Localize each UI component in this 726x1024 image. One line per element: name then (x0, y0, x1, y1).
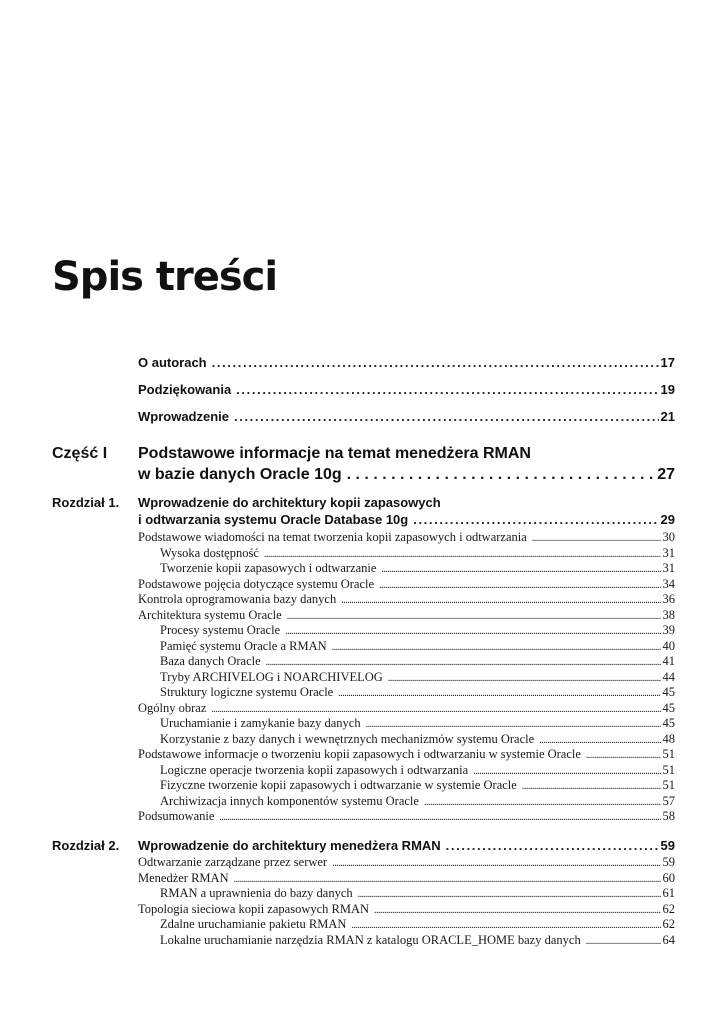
toc-entry-page: 41 (662, 654, 675, 668)
toc-entry-title: Menedżer RMAN (138, 870, 229, 885)
toc-subentry[interactable] (160, 623, 675, 638)
toc-entry-title: Baza danych Oracle (160, 654, 261, 668)
toc-entry-title: Architektura systemu Oracle (138, 607, 282, 622)
dot-leader (413, 512, 658, 527)
toc-entry-page: 17 (660, 355, 675, 370)
dot-leader (212, 355, 659, 370)
toc-entry-title: Wysoka dostępność (160, 545, 259, 560)
toc-entry-wprowadzenie[interactable] (138, 409, 675, 424)
toc-subentry[interactable] (160, 886, 675, 901)
toc-entry-title: Fizyczne tworzenie kopii zapasowych i odtwarzanie w systemie Oracle (160, 778, 517, 792)
chapter-1-label: Rozdział 1. (52, 495, 120, 510)
toc-entry[interactable] (138, 747, 675, 762)
toc-entry-page: 19 (660, 382, 675, 397)
part-label: Część I (52, 445, 108, 462)
dot-leader (424, 797, 661, 808)
toc-entry-page: 62 (662, 901, 675, 916)
chapter-page: 59 (660, 838, 675, 853)
dot-leader (522, 781, 661, 792)
toc-subentry[interactable] (160, 917, 675, 932)
toc-entry-title: Odtwarzanie zarządzane przez serwer (138, 855, 328, 869)
toc-entry[interactable] (138, 530, 675, 545)
chapter-title-text: Wprowadzenie do architektury menedżera RMAN (138, 838, 441, 853)
toc-entry-title: Struktury logiczne systemu Oracle (160, 685, 334, 699)
toc-entry-podziekowania[interactable] (138, 382, 675, 397)
toc-entry-page: 61 (662, 886, 675, 900)
toc-entry-page: 30 (662, 530, 675, 544)
toc-entry[interactable] (138, 577, 675, 592)
toc-entry-title: O autorach (138, 355, 207, 370)
toc-subentry[interactable] (160, 685, 675, 700)
toc-entry-page: 31 (662, 561, 675, 575)
toc-entry-title: Tryby ARCHIVELOG i NOARCHIVELOG (160, 669, 383, 684)
chapter-2-label: Rozdział 2. (52, 838, 120, 853)
chapter-1-title-line1: Wprowadzenie do architektury kopii zapasowych (138, 495, 441, 510)
dot-leader (338, 688, 660, 699)
toc-entry-page: 31 (662, 545, 675, 560)
toc-entry-page: 48 (662, 731, 675, 746)
dot-leader (287, 611, 661, 622)
toc-entry-page: 58 (662, 809, 675, 823)
toc-entry-page: 34 (662, 576, 675, 591)
dot-leader (332, 642, 661, 653)
dot-leader (388, 673, 661, 684)
toc-entry-o-autorach[interactable] (138, 355, 675, 370)
toc-entry[interactable] (138, 871, 675, 886)
toc-entry-page: 60 (662, 870, 675, 885)
toc-entry-title: Podstawowe pojęcia dotyczące systemu Oracle (138, 576, 375, 591)
chapter-title-text: i odtwarzania systemu Oracle Database 10g (138, 512, 409, 527)
toc-entry-page: 51 (662, 778, 675, 792)
toc-entry-page: 57 (662, 793, 675, 808)
toc-subentry[interactable] (160, 716, 675, 731)
part-page: 27 (657, 466, 675, 483)
dot-leader (211, 704, 660, 715)
dot-leader (446, 838, 659, 853)
toc-entry-title: Kontrola oprogramowania bazy danych (138, 592, 337, 606)
part-title-text: w bazie danych Oracle 10g (138, 466, 342, 483)
toc-subentry[interactable] (160, 794, 675, 809)
toc-entry-title: Korzystanie z bazy danych i wewnętrznych mechanizmów systemu Oracle (160, 731, 535, 746)
toc-subentry[interactable] (160, 654, 675, 669)
toc-subentry[interactable] (160, 546, 675, 561)
dot-leader (539, 735, 660, 746)
toc-entry-title: Wprowadzenie (138, 409, 230, 424)
toc-entry-title: Tworzenie kopii zapasowych i odtwarzanie (160, 561, 377, 575)
toc-entry-title: Zdalne uruchamianie pakietu RMAN (160, 917, 347, 931)
toc-entry-title: Pamięć systemu Oracle a RMAN (160, 638, 327, 653)
toc-entry-title: Podsumowanie (138, 809, 215, 823)
dot-leader (347, 466, 656, 484)
toc-subentry[interactable] (160, 639, 675, 654)
dot-leader (379, 580, 660, 591)
dot-leader (341, 595, 660, 606)
dot-leader (285, 626, 660, 637)
toc-entry[interactable] (138, 592, 675, 607)
toc-entry-title: RMAN a uprawnienia do bazy danych (160, 886, 353, 900)
toc-subentry[interactable] (160, 933, 675, 948)
dot-leader (219, 812, 660, 823)
dot-leader (366, 719, 661, 730)
toc-entry-page: 45 (662, 700, 675, 715)
toc-entry-title: Ogólny obraz (138, 700, 207, 715)
dot-leader (236, 382, 658, 397)
toc-subentry[interactable] (160, 561, 675, 576)
dot-leader (332, 858, 660, 869)
toc-subentry[interactable] (160, 778, 675, 793)
toc-entry-page: 21 (660, 409, 675, 424)
toc-entry-title: Topologia sieciowa kopii zapasowych RMAN (138, 901, 370, 916)
dot-leader (358, 889, 661, 900)
toc-entry-title: Procesy systemu Oracle (160, 623, 281, 637)
chapter-2-title[interactable] (138, 838, 675, 853)
toc-entry-page: 45 (662, 685, 675, 699)
dot-leader (351, 920, 660, 931)
dot-leader (266, 657, 661, 668)
dot-leader (234, 874, 661, 885)
part-title-line2[interactable] (138, 466, 675, 484)
dot-leader (264, 549, 661, 560)
toc-entry[interactable] (138, 855, 675, 870)
toc-entry[interactable] (138, 608, 675, 623)
page-title: Spis treści (52, 254, 278, 300)
toc-entry[interactable] (138, 701, 675, 716)
toc-entry-page: 36 (662, 592, 675, 606)
toc-entry-page: 64 (662, 932, 675, 947)
toc-entry-page: 40 (662, 638, 675, 653)
dot-leader (586, 750, 661, 761)
toc-entry-title: Podstawowe informacje o tworzeniu kopii zapasowych i odtwarzaniu w systemie Oracle (138, 747, 581, 761)
dot-leader (586, 936, 661, 947)
toc-entry-page: 51 (662, 762, 675, 777)
toc-entry[interactable] (138, 809, 675, 824)
toc-entry-page: 59 (662, 855, 675, 869)
toc-entry-title: Logiczne operacje tworzenia kopii zapasowych i odtwarzania (160, 762, 469, 777)
chapter-page: 29 (660, 512, 675, 527)
toc-subentry[interactable] (160, 732, 675, 747)
dot-leader (234, 409, 659, 424)
toc-entry-title: Podstawowe wiadomości na temat tworzenia kopii zapasowych i odtwarzania (138, 530, 527, 544)
part-title-line1: Podstawowe informacje na temat menedżera RMAN (138, 445, 531, 462)
toc-entry-page: 45 (662, 716, 675, 730)
dot-leader (381, 564, 660, 575)
toc-entry-page: 62 (662, 917, 675, 931)
toc-entry-page: 51 (662, 747, 675, 761)
toc-entry[interactable] (138, 902, 675, 917)
dot-leader (374, 905, 660, 916)
toc-entry-title: Lokalne uruchamianie narzędzia RMAN z katalogu ORACLE_HOME bazy danych (160, 932, 581, 947)
toc-subentry[interactable] (160, 763, 675, 778)
toc-entry-title: Podziękowania (138, 382, 232, 397)
toc-subentry[interactable] (160, 670, 675, 685)
chapter-1-title-line2[interactable] (138, 512, 675, 527)
toc-entry-page: 38 (662, 607, 675, 622)
dot-leader (532, 533, 661, 544)
toc-entry-page: 44 (662, 669, 675, 684)
toc-entry-page: 39 (662, 623, 675, 637)
toc-entry-title: Archiwizacja innych komponentów systemu Oracle (160, 793, 419, 808)
toc-entry-title: Uruchamianie i zamykanie bazy danych (160, 716, 361, 730)
dot-leader (473, 766, 660, 777)
